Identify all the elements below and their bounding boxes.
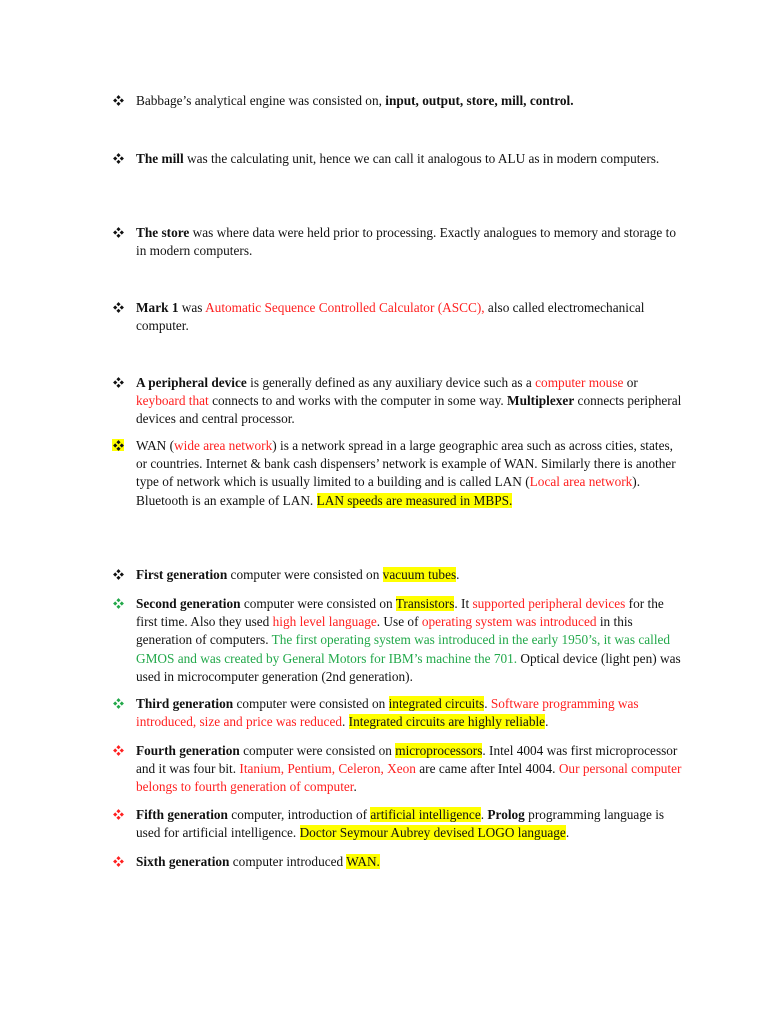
four-diamond-bullet-icon [112, 808, 124, 820]
text-run: Fourth generation [136, 743, 240, 758]
text-run: integrated circuits [388, 696, 485, 711]
text-run: or [623, 375, 638, 390]
paragraph-text [136, 374, 682, 429]
text-run: . Use of [376, 614, 422, 630]
paragraph-text [136, 92, 682, 110]
paragraph-text [136, 437, 682, 510]
text-run: WAN. [346, 854, 380, 869]
text-run: was where data were held prior to processing. Exactly analogues to memory and storage to in modern computers. [136, 225, 676, 259]
text-run: computer were consisted on [233, 696, 389, 711]
bullet-paragraph [112, 374, 682, 429]
text-run: The mill [136, 151, 184, 166]
text-run: Doctor Seymour Aubrey devised LOGO language [299, 825, 566, 841]
bullet-paragraph [112, 566, 682, 584]
paragraph-text [136, 224, 682, 260]
text-run: Automatic Sequence Controlled Calculator (ASCC), [205, 300, 485, 315]
bullet-paragraph [112, 595, 682, 686]
text-run: Multiplexer [507, 393, 575, 409]
text-run: Itanium, Pentium, Celeron, Xeon [239, 761, 416, 777]
text-run: high level language [272, 614, 377, 630]
text-run: First generation [136, 567, 228, 582]
text-run: Software programming was introduced, size and price was reduced [136, 696, 639, 730]
text-run: artificial intelligence [370, 807, 481, 822]
four-diamond-bullet-icon [112, 152, 124, 164]
paragraph-text [136, 299, 682, 335]
text-run: Our personal computer belongs to fourth generation of computer [136, 761, 682, 795]
text-run: was [178, 300, 206, 315]
text-run: input, output, store, mill, control. [385, 93, 574, 108]
four-diamond-bullet-icon [112, 94, 124, 106]
four-diamond-bullet-icon [112, 568, 124, 580]
text-run: vacuum tubes [382, 567, 457, 582]
text-run: in this generation of computers. [136, 614, 633, 648]
text-run: The store [136, 225, 190, 240]
text-run: is generally defined as any auxiliary device such as a [246, 375, 536, 390]
four-diamond-bullet-icon [112, 226, 124, 238]
bullet-paragraph [112, 853, 682, 871]
text-run: computer mouse [535, 375, 624, 390]
four-diamond-bullet-icon [112, 439, 124, 451]
text-run: are came after Intel 4004. [415, 761, 559, 777]
text-run: supported peripheral devices [472, 596, 626, 611]
text-run: Second generation [136, 596, 241, 611]
text-run: . [480, 807, 488, 822]
text-run: . [484, 696, 491, 711]
text-run: . [456, 567, 460, 582]
bullet-paragraph [112, 150, 682, 168]
text-run: connects to and works with the computer in some way. [208, 393, 508, 409]
bullet-paragraph [112, 299, 682, 335]
text-run: programming language is used for artificial intelligence. [136, 807, 665, 841]
paragraph-text [136, 806, 682, 842]
four-diamond-bullet-icon [112, 376, 124, 388]
text-run: computer introduced [229, 854, 347, 869]
text-run: ). Bluetooth is an example of LAN. [136, 474, 641, 508]
text-run: The first operating system was introduced in the early 1950’s, it was called GMOS and was created by General Motors for IBM’s machine the 701. [136, 632, 671, 666]
text-run: . [342, 714, 349, 730]
text-run: connects peripheral devices and central processor. [136, 393, 682, 427]
text-run: ) is a network spread in a large geographic area such as across cities, states, or countries. Internet & bank cash dispensers’ network is example of WAN. Similarly there is another type of network which is usually limited to a building and is called LAN ( [136, 438, 676, 490]
text-run: A peripheral device [136, 375, 247, 390]
text-run: computer were consisted on [227, 567, 383, 582]
paragraph-text [136, 695, 682, 731]
four-diamond-bullet-icon [112, 597, 124, 609]
text-run: Transistors [395, 596, 455, 611]
four-diamond-bullet-icon [112, 744, 124, 756]
text-run: Optical device (light pen) was used in microcomputer generation (2nd generation). [136, 650, 681, 684]
text-run: WAN ( [136, 438, 175, 453]
bullet-paragraph [112, 224, 682, 260]
four-diamond-bullet-icon [112, 855, 124, 867]
paragraph-text [136, 595, 682, 686]
text-run: also called electromechanical computer. [136, 300, 645, 334]
paragraph-text [136, 853, 682, 871]
bullet-paragraph [112, 437, 682, 510]
paragraph-text [136, 150, 682, 168]
text-run: computer, introduction of [227, 807, 371, 822]
text-run: Fifth generation [136, 807, 228, 822]
text-run: . [353, 779, 357, 795]
four-diamond-bullet-icon [112, 301, 124, 313]
text-run: microprocessors [395, 743, 483, 758]
text-run: . [545, 714, 549, 730]
text-run: Integrated circuits are highly reliable [348, 714, 546, 730]
bullet-paragraph [112, 92, 682, 110]
text-run: computer were consisted on [240, 596, 396, 611]
bullet-paragraph [112, 742, 682, 797]
text-run: was the calculating unit, hence we can call it analogous to ALU as in modern computers. [183, 151, 660, 166]
text-run: Third generation [136, 696, 234, 711]
four-diamond-bullet-icon [112, 697, 124, 709]
text-run: . It [454, 596, 473, 611]
text-run: Mark 1 [136, 300, 179, 315]
text-run: operating system was introduced [421, 614, 597, 630]
text-run: LAN speeds are measured in MBPS. [316, 492, 513, 508]
paragraph-text [136, 566, 682, 584]
text-run: wide area network [174, 438, 273, 453]
text-run: Prolog [487, 807, 525, 822]
text-run: . [565, 825, 570, 841]
text-run: keyboard that [136, 393, 209, 409]
paragraph-text [136, 742, 682, 797]
bullet-paragraph [112, 806, 682, 842]
text-run: Local area network [529, 474, 633, 490]
text-run: for the first time. Also they used [136, 596, 664, 630]
text-run: . Intel 4004 was first microprocessor and it was four bit. [136, 743, 678, 777]
text-run: Babbage’s analytical engine was consisted on, [136, 93, 386, 108]
text-run: computer were consisted on [239, 743, 396, 758]
bullet-paragraph [112, 695, 682, 731]
text-run: Sixth generation [136, 854, 230, 869]
